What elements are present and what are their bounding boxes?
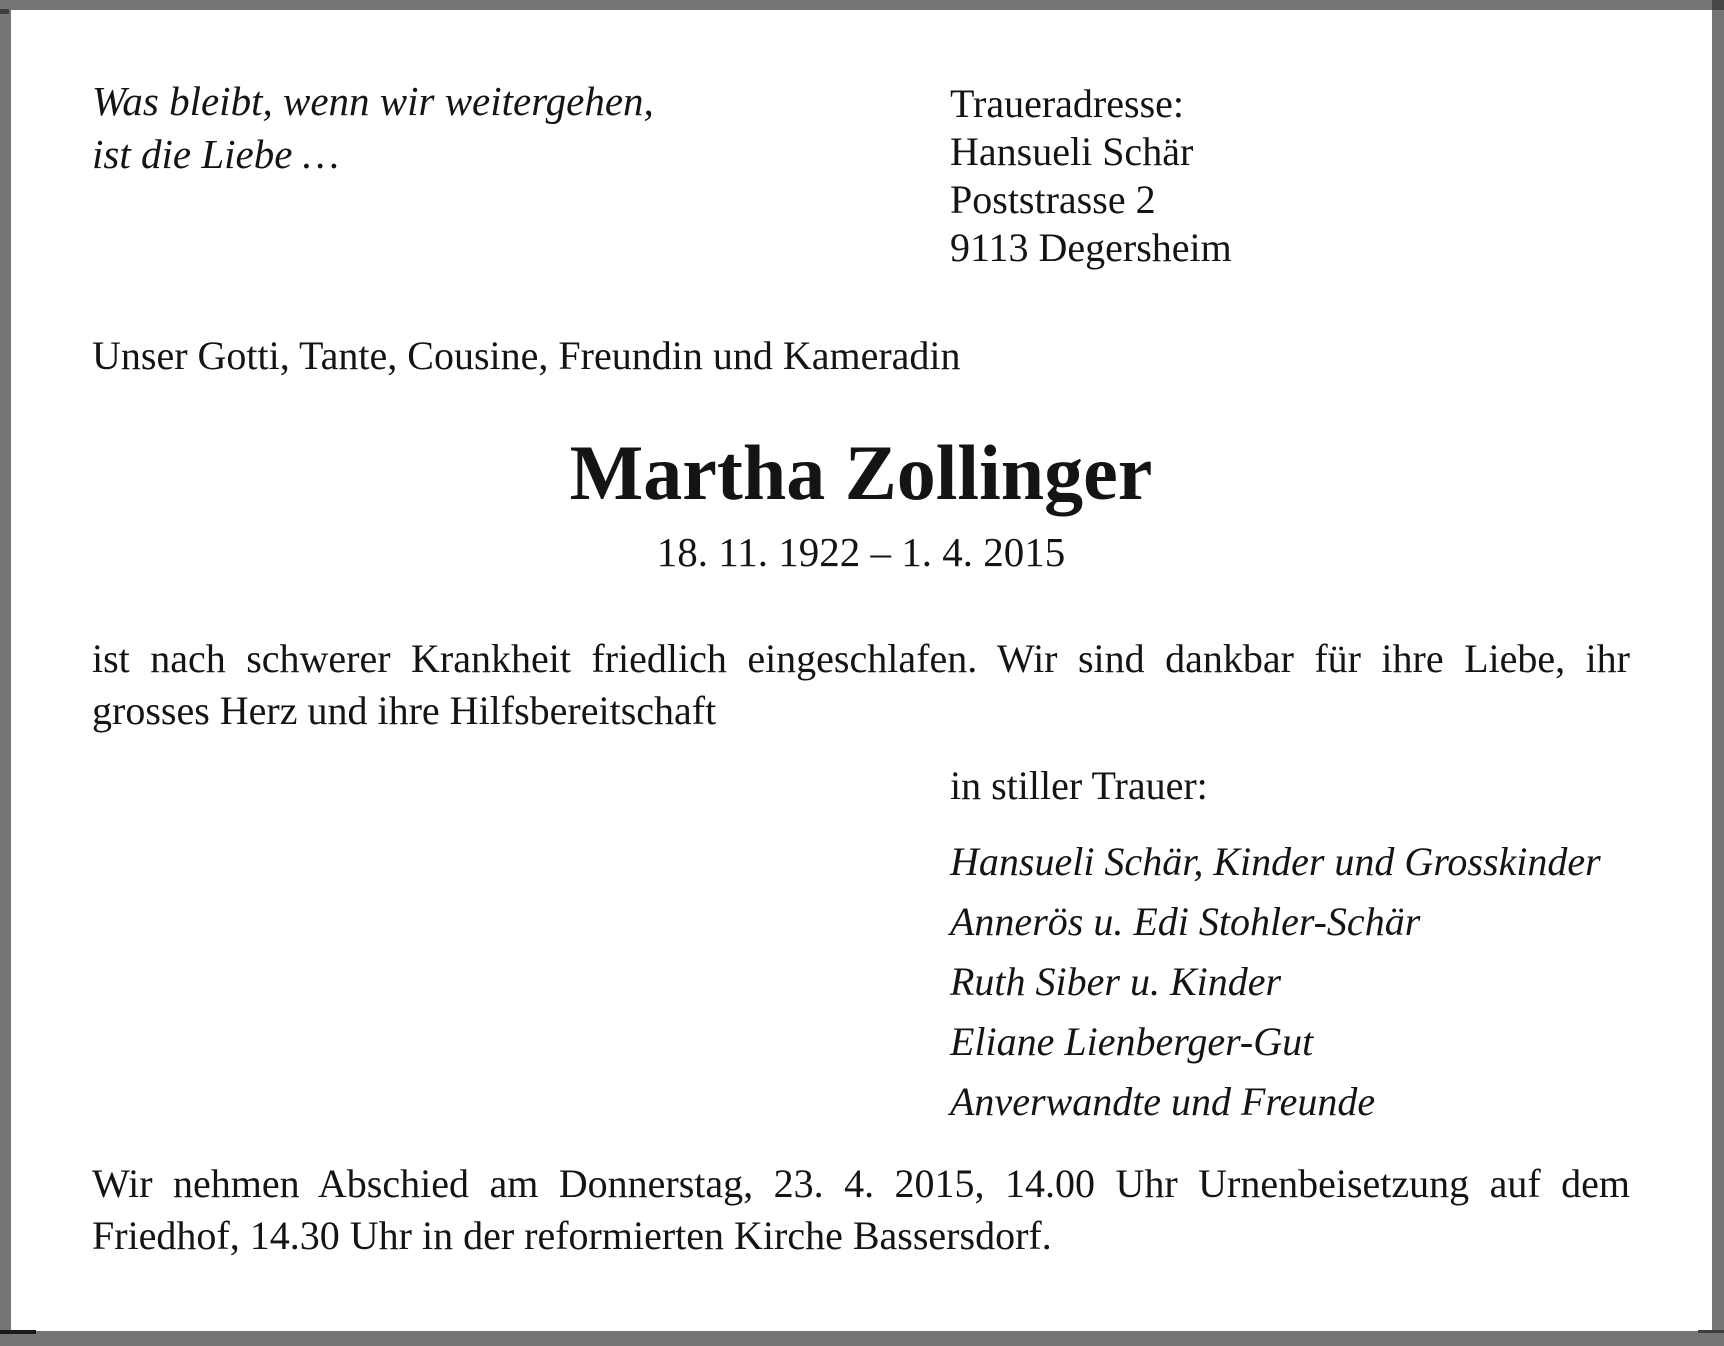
mourner-line: Annerös u. Edi Stohler-Schär bbox=[950, 899, 1421, 944]
mourner-line: Ruth Siber u. Kinder bbox=[950, 959, 1282, 1004]
epigraph-quote bbox=[92, 75, 654, 181]
mourning-address-label: Traueradresse: bbox=[950, 81, 1185, 126]
mourners-heading: in stiller Trauer: bbox=[950, 763, 1208, 808]
mourner-line: Eliane Lienberger-Gut bbox=[950, 1019, 1314, 1064]
mourning-address-city: 9113 Degersheim bbox=[950, 225, 1232, 270]
scan-artifact-bottom-right bbox=[1698, 1330, 1724, 1333]
epigraph-line-1: Was bleibt, wenn wir weitergehen, bbox=[92, 78, 654, 124]
scan-artifact-top-right bbox=[1712, 0, 1724, 10]
relation-line: Unser Gotti, Tante, Cousine, Freundin und Kameradin bbox=[92, 333, 961, 378]
deceased-dates: 18. 11. 1922 – 1. 4. 2015 bbox=[656, 529, 1066, 575]
mourner-line: Anverwandte und Freunde bbox=[950, 1079, 1376, 1124]
mourning-address-block bbox=[950, 80, 1232, 272]
mourning-address-name: Hansueli Schär bbox=[950, 129, 1194, 174]
mourner-line: Hansueli Schär, Kinder und Grosskinder bbox=[950, 839, 1601, 884]
mourners-list bbox=[950, 832, 1601, 1132]
funeral-paragraph: Wir nehmen Abschied am Donnerstag, 23. 4. 2015, 14.00 Uhr Urnenbeisetzung auf dem Friedhof, 14.30 Uhr in der reformierten Kirche Bassersdorf. bbox=[92, 1161, 1630, 1258]
epigraph-line-2: ist die Liebe … bbox=[92, 131, 340, 177]
mourning-address-street: Poststrasse 2 bbox=[950, 177, 1156, 222]
obituary-paragraph: ist nach schwerer Krankheit friedlich eingeschlafen. Wir sind dankbar für ihre Liebe, ihr grosses Herz und ihre Hilfsbereitschaft bbox=[92, 636, 1630, 733]
deceased-name: Martha Zollinger bbox=[569, 429, 1153, 516]
scan-artifact-top-left bbox=[0, 9, 9, 14]
scan-artifact-bottom-left bbox=[0, 1330, 36, 1334]
